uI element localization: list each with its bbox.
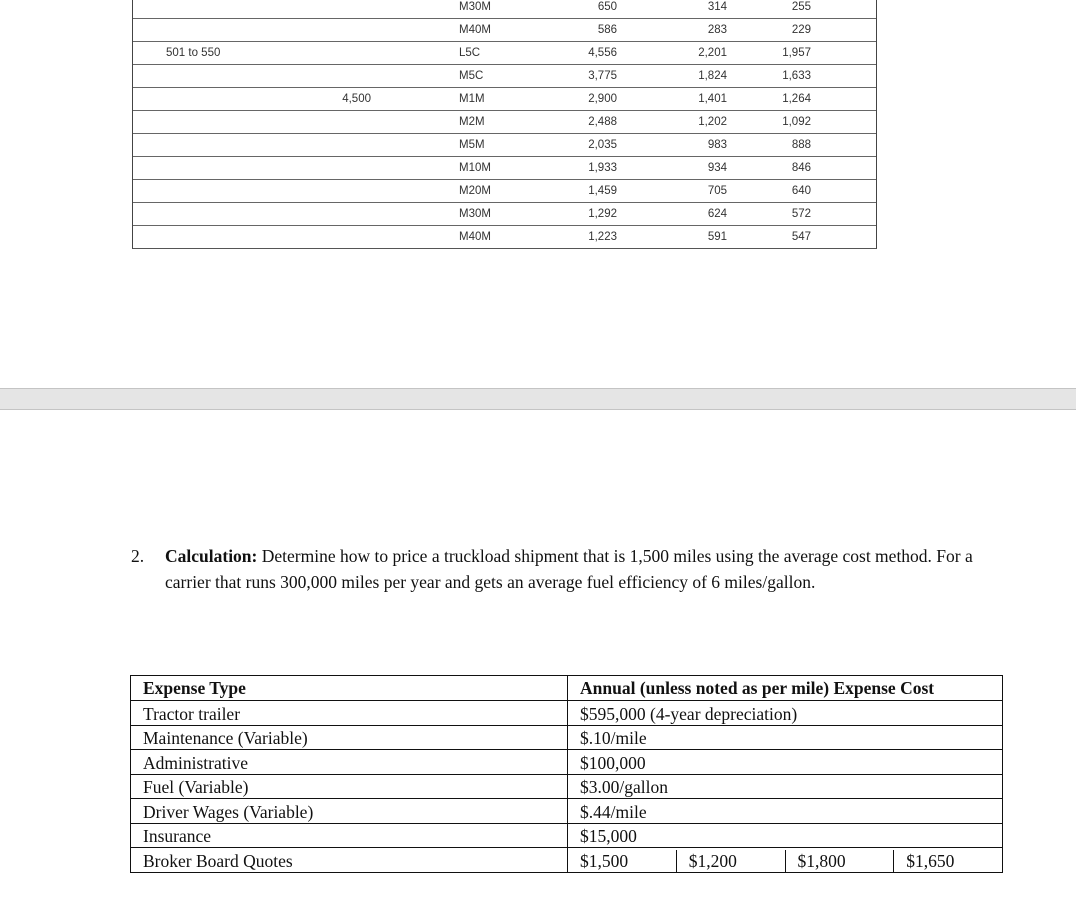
table-row — [133, 0, 876, 18]
rate-value-cell: 3,775 — [588, 70, 617, 82]
rate-value-cell: 591 — [707, 231, 727, 243]
expense-type-cell: Insurance — [131, 823, 568, 848]
rate-class-cell: M30M — [459, 1, 491, 13]
rate-value-cell: 547 — [791, 231, 811, 243]
expense-cost-cell: $.10/mile — [568, 725, 1003, 750]
rate-value-cell: 2,488 — [588, 116, 617, 128]
table-row — [133, 225, 876, 248]
rate-value-cell: 640 — [791, 185, 811, 197]
rate-value-cell: 2,900 — [588, 93, 617, 105]
rate-value-cell: 1,092 — [782, 116, 811, 128]
rate-value-cell: 1,824 — [698, 70, 727, 82]
table-row — [133, 202, 876, 225]
expense-cost-cell: $3.00/gallon — [568, 774, 1003, 799]
rate-value-cell: 2,201 — [698, 47, 727, 59]
rate-value-cell: 888 — [791, 139, 811, 151]
expense-cost-cell: $100,000 — [568, 750, 1003, 775]
rate-value-cell: 314 — [707, 1, 727, 13]
rate-value-cell: 1,223 — [588, 231, 617, 243]
rate-class-cell: M1M — [459, 93, 485, 105]
table-row — [133, 41, 876, 64]
question-text: Determine how to price a truckload shipment that is 1,500 miles using the average cost method. For a carrier that runs 300,000 miles per year and gets an average fuel efficiency of 6 miles/gallon. — [165, 546, 973, 592]
table-row — [131, 799, 1003, 824]
rate-class-cell: M30M — [459, 208, 491, 220]
table-row — [131, 774, 1003, 799]
rate-value-cell: 1,957 — [782, 47, 811, 59]
rate-value-cell: 4,556 — [588, 47, 617, 59]
question-body — [165, 543, 1011, 595]
table-row — [133, 156, 876, 179]
question-2 — [131, 543, 1011, 595]
table-row-broker-quotes — [131, 848, 1003, 873]
table-row — [131, 750, 1003, 775]
column-header-expense-type: Expense Type — [131, 676, 568, 701]
expense-cost-cell: $.44/mile — [568, 799, 1003, 824]
table-row — [131, 725, 1003, 750]
table-row — [131, 701, 1003, 726]
rate-value-cell: 1,401 — [698, 93, 727, 105]
rate-value-cell: 1,633 — [782, 70, 811, 82]
rate-class-cell: M40M — [459, 24, 491, 36]
rate-value-cell: 1,264 — [782, 93, 811, 105]
rate-class-cell: M20M — [459, 185, 491, 197]
expense-type-cell: Broker Board Quotes — [131, 848, 568, 873]
rate-value-cell: 650 — [597, 1, 617, 13]
rate-class-cell: M5M — [459, 139, 485, 151]
rate-value-cell: 1,933 — [588, 162, 617, 174]
question-number: 2. — [131, 546, 145, 566]
rate-value-cell: 229 — [791, 24, 811, 36]
rate-value-cell: 705 — [707, 185, 727, 197]
expense-table — [130, 675, 1003, 873]
rate-value-cell: 624 — [707, 208, 727, 220]
rate-value-cell: 1,202 — [698, 116, 727, 128]
rate-value-cell: 586 — [597, 24, 617, 36]
question-lead: Calculation: — [165, 546, 258, 566]
broker-quote: $1,650 — [893, 850, 1002, 872]
rate-value-cell: 283 — [707, 24, 727, 36]
broker-quotes-cell — [568, 848, 1003, 873]
expense-type-cell: Tractor trailer — [131, 701, 568, 726]
rate-value-cell: 934 — [707, 162, 727, 174]
expense-type-cell: Fuel (Variable) — [131, 774, 568, 799]
broker-quote: $1,800 — [785, 850, 894, 872]
rate-value-cell: 1,292 — [588, 208, 617, 220]
column-header-expense-cost: Annual (unless noted as per mile) Expense Cost — [568, 676, 1003, 701]
expense-type-cell: Driver Wages (Variable) — [131, 799, 568, 824]
expense-type-cell: Administrative — [131, 750, 568, 775]
table-header-row — [131, 676, 1003, 701]
table-row — [133, 133, 876, 156]
rate-class-cell: M40M — [459, 231, 491, 243]
rate-class-cell: M2M — [459, 116, 485, 128]
rate-class-cell: L5C — [459, 47, 481, 59]
weight-range-cell: 501 to 550 — [166, 47, 221, 59]
min-weight-cell: 4,500 — [342, 93, 371, 105]
rate-class-cell: M10M — [459, 162, 491, 174]
rate-value-cell: 983 — [707, 139, 727, 151]
table-row — [133, 110, 876, 133]
expense-type-cell: Maintenance (Variable) — [131, 725, 568, 750]
broker-quote: $1,500 — [580, 850, 629, 871]
table-row — [133, 87, 876, 110]
broker-quote: $1,200 — [676, 850, 785, 872]
table-row — [131, 823, 1003, 848]
rate-value-cell: 846 — [791, 162, 811, 174]
rate-value-cell: 1,459 — [588, 185, 617, 197]
table-row — [133, 64, 876, 87]
rate-value-cell: 255 — [791, 1, 811, 13]
page-separator — [0, 388, 1076, 410]
rate-class-cell: M5C — [459, 70, 484, 82]
rate-value-cell: 2,035 — [588, 139, 617, 151]
expense-cost-cell: $595,000 (4-year depreciation) — [568, 701, 1003, 726]
rate-value-cell: 572 — [791, 208, 811, 220]
expense-cost-cell: $15,000 — [568, 823, 1003, 848]
freight-rate-table — [132, 0, 877, 249]
table-row — [133, 179, 876, 202]
table-row — [133, 18, 876, 41]
